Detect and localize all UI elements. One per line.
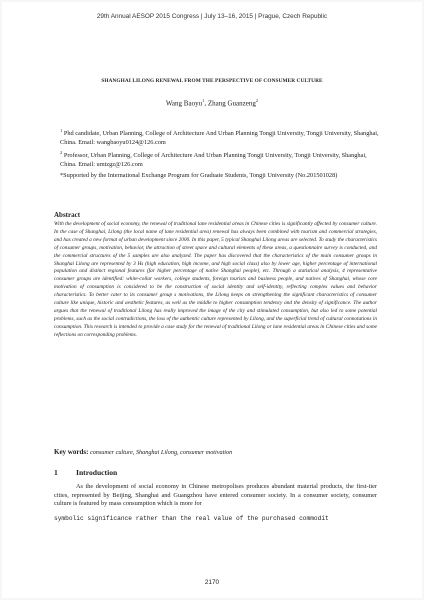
author-2-sup: 2 (255, 98, 259, 103)
running-header: 29th Annual AESOP 2015 Congress | July 13–16, 2015 | Prague, Czech Republic (96, 13, 328, 20)
author-1-sup: 1 (202, 98, 205, 103)
author-1: Wang Baoyu (165, 99, 203, 108)
intro-paragraph-text: As the development of social economy in Chinese metropolises produces abundant material products, the first-tier cities, represented by Beijing, Shanghai and Guangzhou have entered consumer society. In a consumer society, consumer culture is featured by mass consumption which is more for (54, 483, 377, 508)
paper-page (2, 2, 422, 598)
affiliation-1-sup: 1 (60, 128, 63, 133)
intro-paragraph (54, 483, 377, 509)
keywords-line (54, 448, 232, 456)
affiliation-1 (60, 126, 380, 148)
author-line (2, 98, 422, 107)
author-separator: , (204, 99, 208, 108)
abstract-heading: Abstract (54, 211, 81, 219)
section-heading (54, 468, 117, 477)
keywords-text: consumer culture, Shanghai Lilong, consumer motivation (88, 449, 233, 456)
affiliation-2 (60, 148, 380, 170)
author-2: Zhang Guanzeng (207, 99, 256, 108)
abstract-text: With the development of social economy, the renewal of traditional lane residential areas in Chinese cities is significantly affected by consumer culture. In the case of Shanghai, Lilong (the local name of lane residential area) renewal has always been combined with tourism and commercial strategies, and has created a new format of urban development since 2000. In this paper, 5 typical Shanghai Lilong areas are selected. To study the characteristics of consumer groups, motivation, behavior, the attraction of street space and cultural elements of these areas, a questionnaire survey is conducted, and the commercial structures of the 5 samples are also analyzed. The paper has discovered that the characteristics of the main consumer groups in Shanghai Lilong are represented by 3 Hs (high education, high income, and high social class) also by lower age, higher percentage of international population and distinct regional features (far higher percentage of native Shanghai people), etc. Through a statistical analysis, 4 representative consumer groups are identified: white-collar workers, college students, foreign tourists and business people, and natives of Shanghai, whose core motivation of consumption is considered to be the construction of social identity and self-identity, reflecting complex values and behavior characteristics. To better cater to its consumer group s motivations, the Lilong keeps on strengthening the significant characteristics of consumer culture like unique, historic and aesthetic features, as well as the middle to higher consumption tendency and the density of significance. The author argues that the renewal of traditional Lilong has really improved the image of the city and stimulated consumption, but also led to some potential problems, such as the social contradictions, the loss of the authentic culture represented by Lilong, and the superficial trend of cultural connotations in consumption. This research is intended to provide a case study for the renewal of traditional Lilong or lane residential areas in Chinese cities and some reflections on corresponding problems. (54, 221, 377, 338)
affiliation-2-text: Professor, Urban Planning, College of Architecture And Urban Planning Tongji University, Tongji University, Shanghai, China. Email: umtzgz@126.com (60, 152, 367, 169)
section-title: Introduction (76, 468, 118, 477)
page-number: 2170 (204, 579, 220, 586)
section-number: 1 (54, 468, 58, 477)
funding-note-text: *Supported by the International Exchange Program for Graduate Students, Tongji University (No.201501028) (60, 172, 338, 179)
overflow-mono-line: symbolic significance rather than the real value of the purchased commodit (54, 515, 329, 522)
paper-title: SHANGHAI LILONG RENEWAL FROM THE PERSPECTIVE OF CONSUMER CULTURE (101, 78, 323, 84)
funding-note (60, 171, 380, 180)
keywords-label: Key words: (54, 448, 89, 456)
affiliation-2-sup: 2 (60, 150, 63, 155)
affiliation-1-text: Phd candidate, Urban Planning, College of Architecture And Urban Planning Tongji University, Tongji University, Shanghai, China. Email: wangbaoyu0124@126.com (60, 130, 379, 147)
